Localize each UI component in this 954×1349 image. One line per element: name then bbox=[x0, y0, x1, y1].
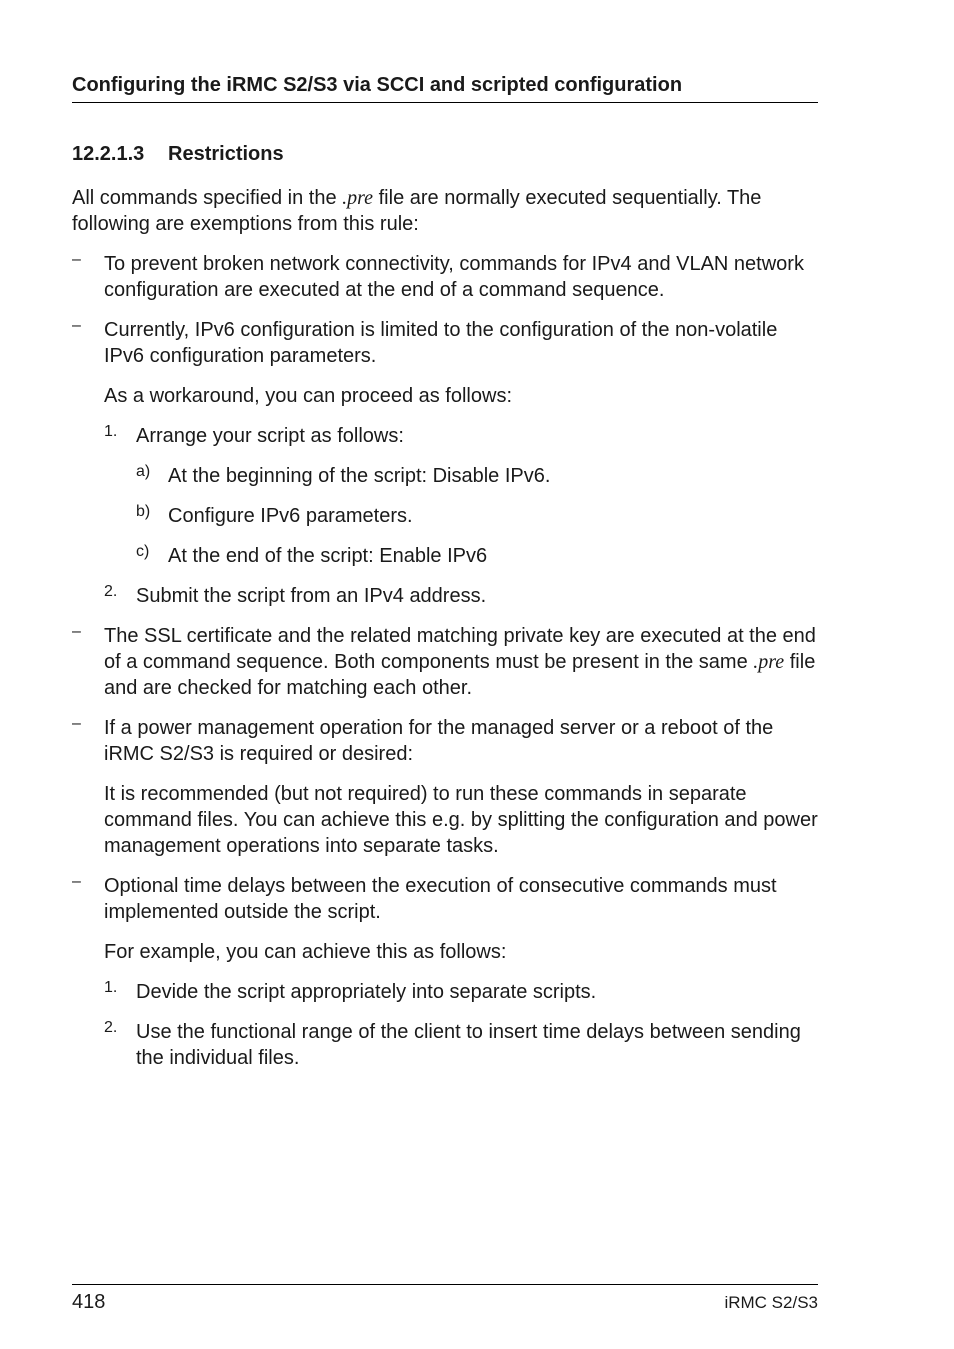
body-content bbox=[72, 185, 818, 1085]
substep-text: At the end of the script: Enable IPv6 bbox=[168, 545, 488, 567]
list-item bbox=[72, 623, 818, 701]
step-marker: 2. bbox=[104, 1019, 118, 1036]
substep-text: Configure IPv6 parameters. bbox=[168, 505, 413, 527]
dash-marker: – bbox=[72, 623, 81, 640]
section-number: 12.2.1.3 bbox=[72, 143, 145, 165]
step-marker: 2. bbox=[104, 583, 118, 600]
list-item-note: For example, you can achieve this as follows: bbox=[104, 941, 507, 963]
substep-marker: a) bbox=[136, 463, 151, 480]
footer-rule bbox=[72, 1284, 818, 1285]
lettered-substep bbox=[72, 543, 818, 569]
list-item-text-end: file and are checked for matching each other. bbox=[104, 651, 816, 699]
section-title: Restrictions bbox=[168, 143, 284, 165]
list-item-text-start: The SSL certificate and the related matching private key are executed at the end of a command sequence. Both components must be present in the same bbox=[104, 625, 816, 673]
step-text: Devide the script appropriately into separate scripts. bbox=[136, 981, 597, 1003]
substep-text: At the beginning of the script: Disable IPv6. bbox=[168, 465, 551, 487]
step-marker: 1. bbox=[104, 979, 118, 996]
page-number: 418 bbox=[72, 1291, 106, 1313]
list-item-text bbox=[104, 623, 818, 701]
dash-marker: – bbox=[72, 873, 81, 890]
numbered-step bbox=[72, 583, 818, 609]
list-item-text: Optional time delays between the execution of consecutive commands must implemented outside the script. bbox=[104, 875, 777, 923]
dash-marker: – bbox=[72, 715, 81, 732]
file-extension: .pre bbox=[342, 187, 374, 209]
list-item-text: If a power management operation for the managed server or a reboot of the iRMC S2/S3 is required or desired: bbox=[104, 717, 774, 765]
section-heading bbox=[72, 141, 284, 167]
dash-marker: – bbox=[72, 317, 81, 334]
substep-marker: c) bbox=[136, 543, 150, 560]
numbered-step bbox=[72, 423, 818, 449]
list-item-note: As a workaround, you can proceed as follows: bbox=[104, 385, 512, 407]
lettered-substep bbox=[72, 463, 818, 489]
list-item-note: It is recommended (but not required) to run these commands in separate command files. You can achieve this e.g. by splitting the configuration and power management operations into separate tasks. bbox=[104, 783, 818, 857]
list-item bbox=[72, 715, 818, 767]
list-item bbox=[72, 317, 818, 369]
step-text: Use the functional range of the client to insert time delays between sending the individual files. bbox=[136, 1021, 801, 1069]
substep-marker: b) bbox=[136, 503, 151, 520]
dash-marker: – bbox=[72, 251, 81, 268]
numbered-step bbox=[72, 979, 818, 1005]
step-marker: 1. bbox=[104, 423, 118, 440]
step-text: Submit the script from an IPv4 address. bbox=[136, 585, 487, 607]
list-item bbox=[72, 251, 818, 303]
lettered-substep bbox=[72, 503, 818, 529]
step-text: Arrange your script as follows: bbox=[136, 425, 404, 447]
intro-paragraph bbox=[72, 185, 818, 237]
product-name: iRMC S2/S3 bbox=[724, 1293, 818, 1312]
numbered-step bbox=[72, 1019, 818, 1071]
list-item-text: To prevent broken network connectivity, commands for IPv4 and VLAN network configuration are executed at the end of a command sequence. bbox=[104, 253, 804, 301]
list-item-text: Currently, IPv6 configuration is limited to the configuration of the non-volatile IPv6 configuration parameters. bbox=[104, 319, 778, 367]
running-header: Configuring the iRMC S2/S3 via SCCI and scripted configuration bbox=[72, 74, 683, 96]
header-rule bbox=[72, 102, 818, 103]
intro-text-start: All commands specified in the bbox=[72, 187, 343, 209]
intro-text-end: file are normally executed sequentially. The following are exemptions from this rule: bbox=[72, 187, 762, 235]
file-extension: .pre bbox=[753, 651, 785, 673]
list-item bbox=[72, 873, 818, 925]
